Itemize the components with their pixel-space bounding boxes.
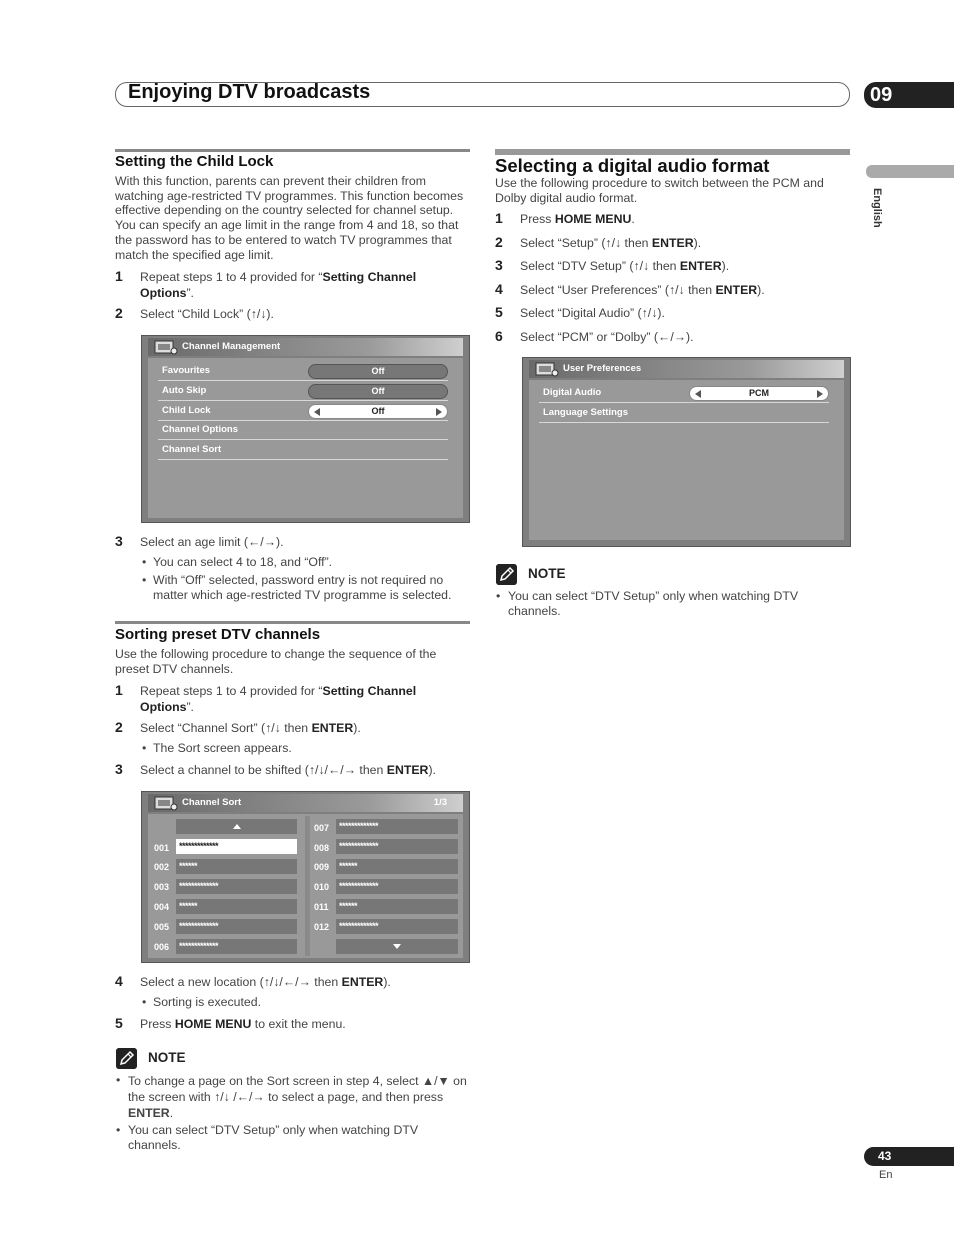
left-arrow-icon[interactable] (314, 408, 320, 416)
sorting-step-2: Select “Channel Sort” (↑/↓ then ENTER). (140, 721, 361, 735)
left-arrow-icon[interactable] (695, 390, 701, 398)
channel-number: 004 (154, 902, 170, 912)
step-number: 5 (495, 304, 503, 320)
audio-step-4: Select “User Preferences” (↑/↓ then ENTER). (520, 283, 765, 297)
note-pencil-icon (496, 564, 517, 585)
step-number: 4 (495, 281, 503, 297)
child-lock-step-1: Repeat steps 1 to 4 provided for “Setting Channel Options”. (140, 270, 417, 300)
channel-slot[interactable]: ****** (176, 899, 297, 914)
child-lock-step-2: Select “Child Lock” (↑/↓). (140, 307, 274, 321)
note-pencil-icon (116, 1048, 137, 1069)
step-number: 2 (495, 234, 503, 250)
note-item-1: To change a page on the Sort screen in step 4, select ▲/▼ on the screen with ↑/↓ /←/→ to select a page, and then press ENTER. (128, 1074, 467, 1120)
channel-slot[interactable]: ************* (336, 879, 458, 894)
channel-management-screen (141, 335, 470, 523)
channel-slot-selected[interactable]: ************* (176, 839, 297, 854)
channel-sort-screen (141, 791, 470, 963)
screen-body (529, 380, 844, 540)
step-number: 3 (115, 761, 123, 777)
child-lock-heading: Setting the Child Lock (115, 153, 274, 170)
value-pill[interactable]: Off (308, 364, 448, 379)
note-item-1: You can select “DTV Setup” only when watching DTV channels. (508, 589, 799, 618)
channel-slot[interactable]: ************* (336, 919, 458, 934)
channel-number: 012 (314, 922, 330, 932)
sorting-step-3: Select a channel to be shifted (↑/↓/←/→ then ENTER). (140, 763, 436, 777)
channel-number: 001 (154, 843, 170, 853)
step-number: 3 (115, 533, 123, 549)
screen-title: Channel Management (182, 341, 281, 352)
section-rule (115, 621, 470, 624)
step-number: 3 (495, 257, 503, 273)
step-number: 4 (115, 973, 123, 989)
screen-title: User Preferences (563, 363, 642, 374)
channel-slot[interactable]: ************* (336, 819, 458, 834)
audio-step-1: Press HOME MENU. (520, 212, 635, 226)
sorting-heading: Sorting preset DTV channels (115, 626, 321, 643)
menu-row-channel-sort[interactable]: Channel Sort (158, 441, 448, 460)
sorting-step-1: Repeat steps 1 to 4 provided for “Setting Channel Options”. (140, 684, 417, 714)
section-rule (115, 149, 470, 152)
channel-number: 008 (314, 843, 330, 853)
step-number: 6 (495, 328, 503, 344)
menu-tv-icon (154, 339, 178, 356)
channel-number: 010 (314, 882, 330, 892)
chapter-title: Enjoying DTV broadcasts (128, 81, 371, 103)
bullet-dot: • (116, 1123, 121, 1137)
step-number: 1 (115, 682, 123, 698)
page-number: 43 (864, 1147, 954, 1166)
child-lock-bullet-2: With “Off” selected, password entry is not required no matter which age-restricted TV programme is selected. (153, 573, 452, 602)
screen-header (148, 794, 463, 812)
menu-row-favourites[interactable]: Favourites Off (158, 362, 448, 381)
menu-row-language-settings[interactable]: Language Settings (539, 404, 829, 423)
channel-number: 007 (314, 823, 330, 833)
child-lock-step-3: Select an age limit (←/→). (140, 535, 284, 549)
down-arrow-icon (393, 944, 401, 949)
audio-step-2: Select “Setup” (↑/↓ then ENTER). (520, 236, 702, 250)
step-number: 1 (495, 210, 503, 226)
channel-number: 002 (154, 862, 170, 872)
screen-body (148, 358, 463, 518)
screen-title: Channel Sort (182, 797, 242, 808)
menu-row-auto-skip[interactable]: Auto Skip Off (158, 382, 448, 401)
sorting-step-4-bullet: Sorting is executed. (153, 995, 262, 1009)
channel-number: 011 (314, 902, 329, 912)
screen-body (148, 814, 463, 958)
screen-header (529, 360, 844, 378)
language-label: English (871, 188, 883, 228)
page-indicator: 1/3 (433, 797, 447, 808)
right-arrow-icon[interactable] (817, 390, 823, 398)
bullet-dot: • (142, 573, 147, 587)
bullet-dot: • (142, 995, 147, 1009)
child-lock-bullet-1: You can select 4 to 18, and “Off”. (153, 555, 333, 569)
user-preferences-screen (522, 357, 851, 547)
audio-intro: Use the following procedure to switch between the PCM and Dolby digital audio format. (495, 176, 824, 205)
right-arrow-icon[interactable] (436, 408, 442, 416)
step-number: 5 (115, 1015, 123, 1031)
sorting-step-2-bullet: The Sort screen appears. (153, 741, 292, 755)
audio-step-3: Select “DTV Setup” (↑/↓ then ENTER). (520, 259, 730, 273)
menu-tv-icon (535, 361, 559, 378)
audio-step-6: Select “PCM” or “Dolby” (←/→). (520, 330, 694, 344)
child-lock-intro: With this function, parents can prevent their children from watching age-restricted TV programmes. This function becomes effective depending on the country selected for channel setup. You can specify an age limit in the range from 4 and 18, so that the password has to be entered to watch TV programmes that match the specified age limit. (115, 174, 464, 262)
note-item-2: You can select “DTV Setup” only when watching DTV channels. (128, 1123, 419, 1152)
menu-row-channel-options[interactable]: Channel Options (158, 421, 448, 440)
note-title: NOTE (528, 566, 566, 581)
audio-step-5: Select “Digital Audio” (↑/↓). (520, 306, 665, 320)
bullet-dot: • (116, 1073, 121, 1087)
step-number: 2 (115, 305, 123, 321)
bullet-dot: • (496, 589, 501, 603)
step-number: 1 (115, 268, 123, 284)
page-language: En (879, 1169, 893, 1181)
menu-row-child-lock[interactable]: Child Lock Off (158, 402, 448, 421)
screen-header (148, 338, 463, 356)
channel-number: 003 (154, 882, 170, 892)
channel-slot[interactable]: ************* (176, 879, 297, 894)
sorting-intro: Use the following procedure to change the sequence of the preset DTV channels. (115, 647, 437, 676)
channel-number: 006 (154, 942, 170, 952)
up-arrow-icon (233, 824, 241, 829)
channel-slot[interactable]: ************* (176, 919, 297, 934)
sorting-step-5: Press HOME MENU to exit the menu. (140, 1017, 346, 1031)
side-tab (866, 165, 954, 178)
scroll-down-button[interactable] (336, 939, 458, 954)
column-divider (305, 816, 310, 956)
channel-slot[interactable]: ****** (336, 859, 458, 874)
menu-tv-icon (154, 795, 178, 812)
bullet-dot: • (142, 555, 147, 569)
value-selector[interactable]: Off (308, 404, 448, 419)
bullet-dot: • (142, 741, 147, 755)
menu-row-digital-audio[interactable]: Digital Audio PCM (539, 384, 829, 403)
channel-slot[interactable]: ************* (176, 939, 297, 954)
channel-number: 009 (314, 862, 330, 872)
chapter-number: 09 (864, 82, 954, 108)
value-pill[interactable]: Off (308, 384, 448, 399)
value-selector[interactable]: PCM (689, 386, 829, 401)
sorting-step-4: Select a new location (↑/↓/←/→ then ENTER). (140, 975, 391, 989)
channel-slot[interactable]: ****** (176, 859, 297, 874)
step-number: 2 (115, 719, 123, 735)
scroll-up-button[interactable] (176, 819, 297, 834)
channel-slot[interactable]: ****** (336, 899, 458, 914)
channel-number: 005 (154, 922, 170, 932)
audio-heading: Selecting a digital audio format (495, 155, 770, 176)
channel-slot[interactable]: ************* (336, 839, 458, 854)
note-title: NOTE (148, 1050, 186, 1065)
